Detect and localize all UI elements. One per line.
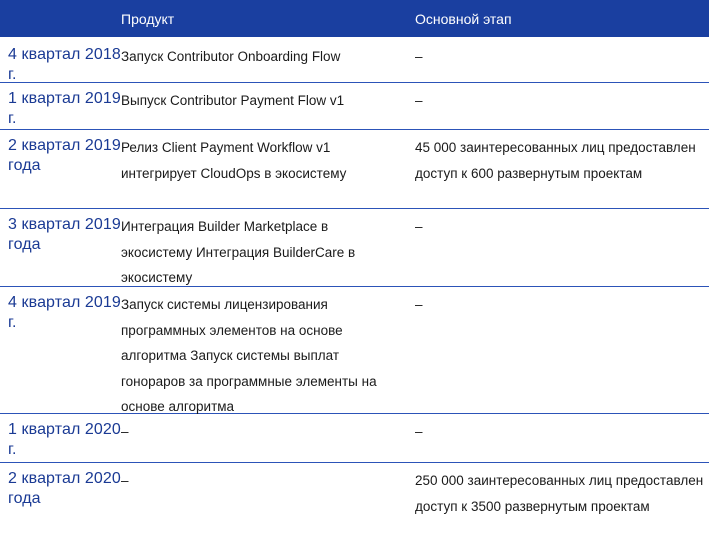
product-cell: – [121, 424, 129, 439]
quarter-cell: 2 квартал 2020 года [8, 470, 121, 507]
milestone-cell: – [415, 297, 423, 312]
quarter-cell: 2 квартал 2019 года [8, 137, 121, 174]
milestone-cell: 250 000 заинтересованных лиц предоставлен доступ к 3500 развернутым проектам [415, 473, 704, 514]
quarter-cell: 1 квартал 2020 г. [8, 421, 121, 458]
quarter-cell: 4 квартал 2019 г. [8, 294, 121, 331]
product-cell: Интеграция Builder Marketplace в экосистему Интеграция BuilderCare в экосистему [121, 219, 356, 285]
milestone-cell: – [415, 49, 423, 64]
table-row [0, 463, 709, 543]
quarter-cell: 4 квартал 2018 г. [8, 46, 121, 83]
table-row [0, 39, 709, 83]
header-milestone: Основной этап [415, 10, 512, 27]
milestone-cell: 45 000 заинтересованных лиц предоставлен доступ к 600 развернутым проектам [415, 140, 696, 181]
product-cell: Выпуск Contributor Payment Flow v1 [121, 93, 345, 108]
milestone-cell: – [415, 424, 423, 439]
table-row [0, 287, 709, 414]
table-row [0, 83, 709, 130]
quarter-cell: 1 квартал 2019 г. [8, 90, 121, 127]
product-cell: Запуск системы лицензирования программных элементов на основе алгоритма Запуск системы выплат гонораров за программные элементы на основе алгоритма [121, 297, 377, 414]
product-cell: Релиз Client Payment Workflow v1 интегрирует CloudOps в экосистему [121, 140, 347, 181]
quarter-cell: 3 квартал 2019 года [8, 216, 121, 253]
milestone-cell: – [415, 219, 423, 234]
header-product: Продукт [121, 10, 175, 27]
table-row [0, 209, 709, 287]
table-row [0, 130, 709, 209]
table-row [0, 414, 709, 463]
product-cell: Запуск Contributor Onboarding Flow [121, 49, 341, 64]
milestone-cell: – [415, 93, 423, 108]
table-header [0, 0, 709, 37]
product-cell: – [121, 473, 129, 488]
